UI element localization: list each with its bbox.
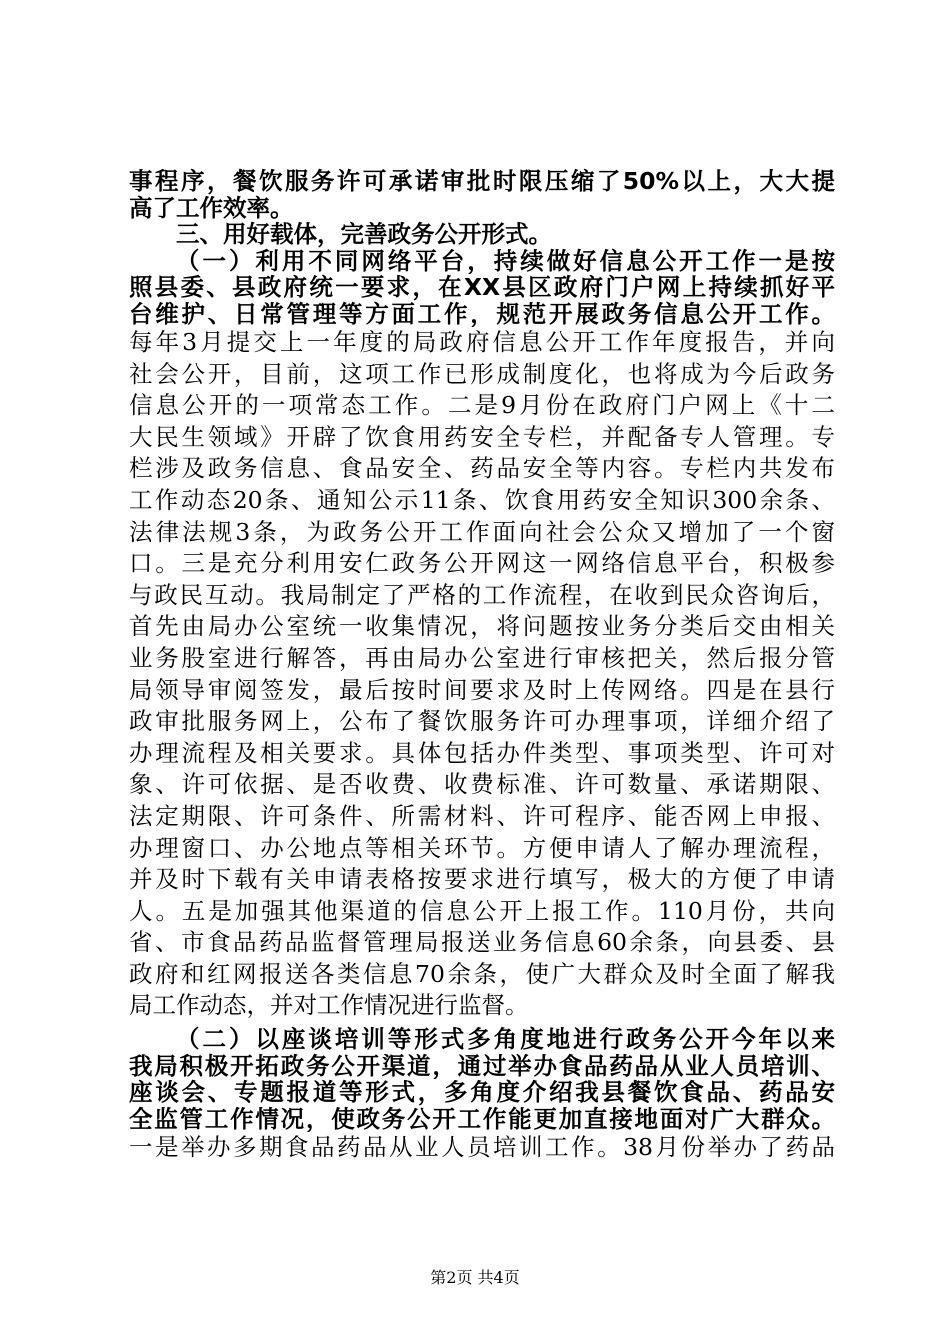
subsection-heading: （二）以座谈培训等形式多角度地进行政务公开今年以来 xyxy=(176,1026,835,1053)
body-line: 业务股室进行解答，再由局办公室进行审核把关，然后报分管 xyxy=(129,643,835,672)
body-line: 工作动态20条、通知公示11条、饮食用药安全知识300余条、 xyxy=(129,485,835,514)
body-line: 并及时下载有关申请表格按要求进行填写，极大的方便了申请 xyxy=(129,865,835,894)
subsection-heading: （一）利用不同网络平台，持续做好信息公开工作一是按 xyxy=(176,247,835,274)
body-line: 办理流程及相关要求。具体包括办件类型、事项类型、许可对 xyxy=(129,738,835,767)
body-line: 象、许可依据、是否收费、收费标准、许可数量、承诺期限、 xyxy=(129,770,835,799)
body-line: 台维护、日常管理等方面工作，规范开展政务信息公开工作。 xyxy=(129,300,835,327)
body-line: 首先由局办公室统一收集情况，将问题按业务分类后交由相关 xyxy=(129,612,835,641)
body-line: 政府和红网报送各类信息70余条，使广大群众及时全面了解我 xyxy=(129,959,835,988)
body-line: 社会公开，目前，这项工作已形成制度化，也将成为今后政务 xyxy=(129,359,835,388)
body-line: 省、市食品药品监督管理局报送业务信息60余条，向县委、县 xyxy=(129,928,835,957)
body-line: 我局积极开拓政务公开渠道，通过举办食品药品从业人员培训、 xyxy=(129,1052,835,1080)
document-body xyxy=(129,168,835,1164)
body-line: 信息公开的一项常态工作。二是9月份在政府门户网上《十二 xyxy=(129,391,835,420)
body-line: 法定期限、许可条件、所需材料、许可程序、能否网上申报、 xyxy=(129,801,835,830)
body-line: 局工作动态，并对工作情况进行监督。 xyxy=(129,991,529,1020)
body-line: 座谈会、专题报道等形式，多角度介绍我县餐饮食品、药品安 xyxy=(129,1079,835,1106)
body-line: 高了工作效率。 xyxy=(129,194,294,221)
body-line: 与政民互动。我局制定了严格的工作流程，在收到民众咨询后， xyxy=(129,580,835,609)
body-line: 大民生领域》开辟了饮食用药安全专栏，并配备专人管理。专 xyxy=(129,422,835,451)
body-line: 一是举办多期食品药品从业人员培训工作。38月份举办了药品 xyxy=(129,1133,835,1162)
body-line: 局领导审阅签发，最后按时间要求及时上传网络。四是在县行 xyxy=(129,675,835,704)
body-line: 政审批服务网上，公布了餐饮服务许可办理事项，详细介绍了 xyxy=(129,707,835,736)
section-heading: 三、用好载体，完善政务公开形式。 xyxy=(176,221,552,248)
body-line: 全监管工作情况，使政务公开工作能更加直接地面对广大群众。 xyxy=(129,1105,835,1133)
body-line: 栏涉及政务信息、食品安全、药品安全等内容。专栏内共发布 xyxy=(129,454,835,483)
body-line: 人。五是加强其他渠道的信息公开上报工作。110月份，共向 xyxy=(129,896,835,925)
body-line: 口。三是充分利用安仁政务公开网这一网络信息平台，积极参 xyxy=(129,549,835,578)
body-line: 事程序，餐饮服务许可承诺审批时限压缩了50%以上，大大提 xyxy=(129,168,835,195)
page-number: 第2页 共4页 xyxy=(430,1268,520,1287)
body-line: 办理窗口、办公地点等相关环节。方便申请人了解办理流程， xyxy=(129,833,835,862)
body-line: 照县委、县政府统一要求，在XX县区政府门户网上持续抓好平 xyxy=(129,274,835,301)
body-line: 法律法规3条，为政务公开工作面向社会公众又增加了一个窗 xyxy=(129,517,835,546)
body-line: 每年3月提交上一年度的局政府信息公开工作年度报告，并向 xyxy=(129,328,835,356)
